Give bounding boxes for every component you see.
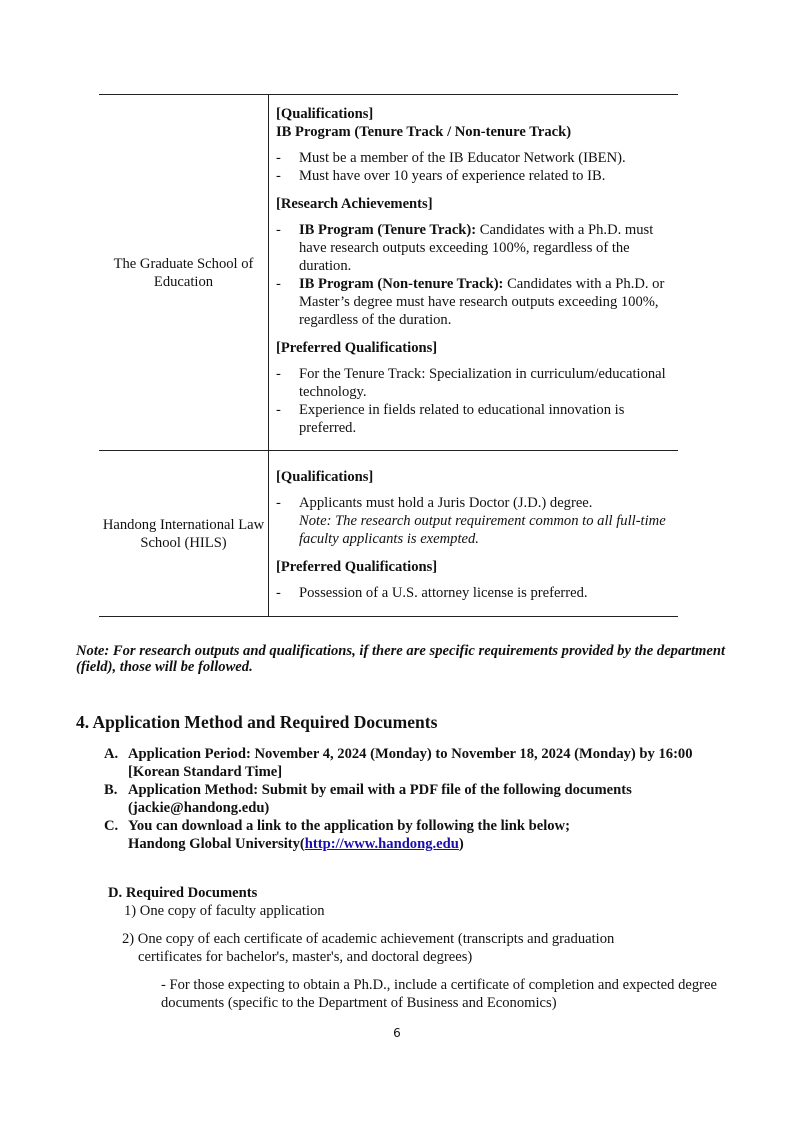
list-item: - For the Tenure Track: Specialization in curriculum/educational technology. — [276, 365, 666, 400]
list-item: - Experience in fields related to educational innovation is preferred. — [276, 401, 625, 436]
list-item: - Must be a member of the IB Educator Network (IBEN). — [276, 149, 626, 166]
department-name: The Graduate School of Education — [113, 255, 254, 290]
required-documents — [108, 884, 728, 1012]
detail-cell — [269, 451, 679, 617]
list-item: - Applicants must hold a Juris Doctor (J.D.) degree. Note: The research output requirement common to all full-time faculty applicants is exempted. — [276, 494, 672, 548]
list-item: - IB Program (Non-tenure Track): Candidates with a Ph.D. or Master’s degree must have research outputs exceeding 100%, regardless of the duration. — [276, 275, 665, 328]
department-name: Handong International Law School (HILS) — [102, 516, 265, 551]
page-number: 6 — [393, 1026, 401, 1040]
section-heading: [Qualifications] — [276, 468, 374, 485]
handong-website-link[interactable]: http://www.handong.edu — [304, 836, 459, 852]
list-item: A. Application Period: November 4, 2024 (Monday) to November 18, 2024 (Monday) by 16:00 [Korean Standard Time] — [104, 746, 693, 780]
section-heading: [Qualifications] — [276, 105, 374, 122]
preferred-list — [276, 584, 672, 602]
list-item: 2) One copy of each certificate of academic achievement (transcripts and graduation certificates for bachelor's, master's, and doctoral degrees) — [122, 931, 615, 965]
list-item: 1) One copy of faculty application — [124, 903, 325, 919]
exemption-note: Note: The research output requirement common to all full-time faculty applicants is exempted. — [299, 512, 666, 547]
list-item: B. Application Method: Submit by email with a PDF file of the following documents (jackie@handong.edu) — [104, 782, 632, 816]
list-item: - Must have over 10 years of experience related to IB. — [276, 167, 606, 184]
requirements-note: Note: For research outputs and qualifications, if there are specific requirements provided by the department (field), those will be followed. — [76, 643, 725, 675]
section-heading: 4. Application Method and Required Documents — [76, 712, 438, 732]
research-list — [276, 221, 672, 329]
table-row — [99, 95, 678, 451]
qualification-list — [276, 494, 672, 548]
department-cell — [99, 451, 269, 617]
program-title: IB Program (Tenure Track / Non-tenure Track) — [276, 123, 572, 140]
section-heading: [Preferred Qualifications] — [276, 558, 438, 575]
required-documents-title: D. Required Documents — [108, 885, 258, 901]
application-list — [104, 745, 724, 853]
section-heading: [Preferred Qualifications] — [276, 339, 438, 356]
department-cell — [99, 95, 269, 451]
table-row — [99, 451, 678, 617]
list-item: - IB Program (Tenure Track): Candidates with a Ph.D. must have research outputs exceeding 100%, regardless of the duration. — [276, 221, 654, 274]
requirements-table — [99, 94, 678, 617]
preferred-list — [276, 365, 672, 437]
detail-cell — [269, 95, 679, 451]
list-item: - Possession of a U.S. attorney license is preferred. — [276, 584, 588, 601]
list-item: C. You can download a link to the application by following the link below; Handong Global University(http://www.handong.edu) — [104, 818, 570, 852]
list-item: - For those expecting to obtain a Ph.D., include a certificate of completion and expected degree documents (specific to the Department of Business and Economics) — [161, 977, 717, 1011]
section-heading: [Research Achievements] — [276, 195, 433, 212]
qualification-list — [276, 149, 672, 185]
